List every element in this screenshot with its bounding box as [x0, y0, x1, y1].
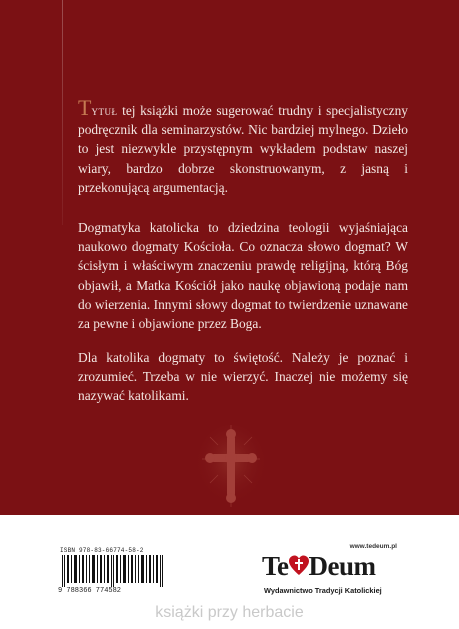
publisher-name: Wydawnictwo Tradycji Katolickiej — [264, 586, 382, 595]
paragraph-dogmatics: Dogmatyka katolicka to dziedzina teologii wyjaśniająca naukowo dogmaty Kościoła. Co oznacza słowo dogmat? W ścisłym i właściwym znaczeniu prawdę religijną, którą Bóg objawił, a Matka Kościół jako naukę objawioną podaje nam do wierzenia. Innymi słowy dogmat to twierdzenie uznawane za pewne i objawione przez Boga. — [78, 220, 408, 332]
publisher-block — [262, 543, 397, 603]
barcode-number: 9 788366 774582 — [58, 587, 122, 595]
logo-text-left: Te — [262, 551, 289, 581]
barcode — [58, 547, 168, 595]
barcode-bars — [62, 555, 166, 587]
logo-text-right: Deum — [308, 551, 376, 581]
paragraph-intro — [78, 95, 408, 197]
publisher-url[interactable]: www.tedeum.pl — [349, 543, 397, 550]
watermark: książki przy herbacie — [155, 604, 304, 621]
ornate-cross-icon — [196, 425, 266, 510]
dropcap: T — [78, 95, 92, 120]
smallcaps-word: ytuł — [91, 103, 118, 118]
heart-icon — [289, 553, 309, 575]
decorative-line — [62, 0, 63, 225]
isbn-label: ISBN 978-83-66774-58-2 — [60, 547, 144, 554]
paragraph-conclusion: Dla katolika dogmaty to świętość. Należy je poznać i zrozumieć. Trzeba w nie wierzyć. Inaczej nie możemy się nazywać katolikami. — [78, 350, 408, 404]
publisher-logo — [262, 551, 376, 582]
paragraph-intro-text: tej książki może sugerować trudny i specjalistyczny podręcznik dla seminarzystów. Nic bardziej mylnego. Dzieło to jest niezwykle przystępnym wykładem podstaw naszej wiary, bardzo dobrze skonstruowanym, z jasną i przekonującą argumentacją. — [78, 103, 408, 195]
